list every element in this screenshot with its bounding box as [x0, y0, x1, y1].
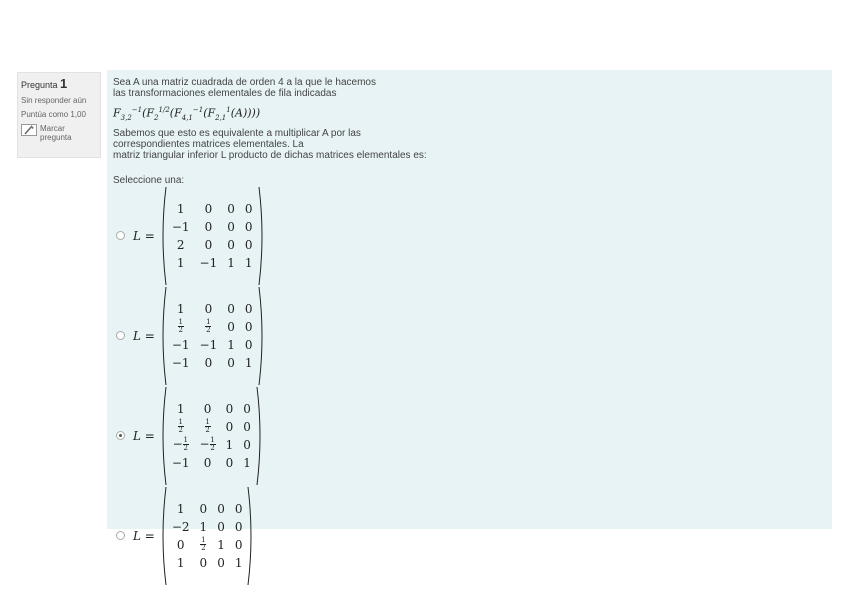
matrix-cell: 1 — [176, 501, 185, 516]
question-text-line: matriz triangular inferior L producto de dichas matrices elementales es: — [113, 149, 427, 161]
matrix-cell: 1 — [243, 455, 251, 470]
answer-list — [113, 186, 826, 586]
answer-option[interactable] — [116, 186, 826, 286]
question-number — [21, 76, 97, 91]
matrix-cell: −2 — [171, 519, 190, 534]
question-text-line: Sea A una matriz cuadrada de orden 4 a la que le hacemos — [113, 77, 376, 88]
matrix-cell: 0 — [217, 555, 225, 570]
matrix-cell: −1 — [199, 337, 218, 352]
matrix-cell: 0 — [217, 501, 225, 516]
matrix-cell: 0 — [204, 301, 213, 316]
matrix-cell: 0 — [227, 319, 235, 334]
matrix-cell: 0 — [203, 455, 212, 470]
matrix-cell: 0 — [243, 401, 251, 416]
question-grade: Puntúa como 1,00 — [21, 110, 86, 119]
question-number-value: 1 — [60, 76, 68, 91]
matrix-cell: 0 — [243, 437, 251, 452]
right-paren — [258, 286, 266, 386]
right-paren — [247, 486, 255, 586]
answer-radio[interactable] — [116, 231, 125, 240]
answer-matrix — [159, 286, 266, 386]
matrix-cell: 0 — [227, 201, 235, 216]
matrix-cell: 0 — [176, 537, 185, 552]
matrix-cell: −1 — [171, 337, 190, 352]
matrix-cell: − $\frac{1}{2}$ — [172, 436, 188, 453]
left-paren — [159, 186, 167, 286]
matrix-cell: $\frac{1}{2}$ — [205, 418, 210, 435]
matrix-cell: 2 — [176, 237, 185, 252]
left-paren — [159, 286, 167, 386]
matrix-cell: 0 — [225, 455, 234, 470]
matrix-cell: 1 — [227, 337, 235, 352]
matrix-cell: 0 — [227, 219, 235, 234]
matrix-cell: −1 — [171, 455, 190, 470]
matrix-cell: 1 — [176, 401, 185, 416]
matrix-cell: 0 — [204, 355, 213, 370]
answer-lhs: L = — [133, 228, 155, 243]
matrix-cell: − $\frac{1}{2}$ — [199, 436, 215, 453]
matrix-cell: 1 — [176, 255, 185, 270]
matrix-cell: −1 — [199, 255, 218, 270]
answer-radio[interactable] — [116, 531, 125, 540]
matrix-cell: 0 — [234, 501, 243, 516]
matrix-cell: 1 — [234, 555, 243, 570]
matrix-cell: 0 — [244, 237, 253, 252]
question-text-line: correspondientes matrices elementales. La — [113, 138, 304, 150]
matrix-cell: $\frac{1}{2}$ — [206, 318, 211, 335]
flag-icon — [21, 124, 37, 136]
left-paren — [159, 386, 167, 486]
matrix-cell: 0 — [234, 519, 243, 534]
matrix-cell: 0 — [225, 419, 234, 434]
matrix-cell: 0 — [244, 201, 253, 216]
matrix-cell: 0 — [227, 301, 235, 316]
question-content — [107, 70, 832, 570]
right-paren — [258, 186, 266, 286]
matrix-cell: 0 — [203, 401, 212, 416]
question-text-line: Sabemos que esto es equivalente a multiplicar A por las — [113, 127, 361, 139]
matrix-cell: $\frac{1}{2}$ — [178, 418, 183, 435]
select-prompt: Seleccione una: — [113, 174, 185, 186]
answer-matrix — [159, 486, 256, 586]
matrix-cell: 0 — [204, 201, 213, 216]
answer-lhs: L = — [133, 328, 155, 343]
matrix-cell: 0 — [227, 355, 235, 370]
left-paren — [159, 486, 167, 586]
matrix-cell: 0 — [244, 319, 253, 334]
right-paren — [256, 386, 264, 486]
matrix-cell: $\frac{1}{2}$ — [201, 536, 206, 553]
matrix-cell: 1 — [217, 537, 225, 552]
question-info-panel — [17, 72, 101, 158]
matrix-cell: 0 — [217, 519, 225, 534]
answer-matrix — [159, 386, 264, 486]
matrix-cell: 0 — [234, 537, 243, 552]
matrix-cell: 0 — [244, 301, 253, 316]
question-state: Sin responder aún — [21, 96, 87, 105]
matrix-cell: 0 — [199, 501, 208, 516]
matrix-cell: 1 — [176, 201, 185, 216]
matrix-cell: 0 — [199, 555, 208, 570]
matrix-cell: 0 — [243, 419, 251, 434]
matrix-cell: 0 — [244, 219, 253, 234]
matrix-cell: $\frac{1}{2}$ — [178, 318, 183, 335]
answer-radio[interactable] — [116, 331, 125, 340]
elementary-operations: $F_{3,2}^{-1}(F_2^{1/2}(F_{4,1}^{-1}(F_{2,1}^1(A))))$ — [113, 106, 261, 122]
answer-option[interactable] — [116, 286, 826, 386]
matrix-cell: 0 — [204, 219, 213, 234]
matrix-cell: 0 — [204, 237, 213, 252]
question-text-line: las transformaciones elementales de fila indicadas — [113, 88, 337, 99]
matrix-cell: 0 — [225, 401, 234, 416]
answer-lhs: L = — [133, 428, 155, 443]
answer-lhs: L = — [133, 528, 155, 543]
matrix-cell: 1 — [227, 255, 235, 270]
matrix-cell: −1 — [171, 355, 190, 370]
answer-option[interactable] — [116, 386, 826, 486]
matrix-cell: −1 — [171, 219, 190, 234]
answer-matrix — [159, 186, 266, 286]
answer-radio[interactable] — [116, 431, 125, 440]
matrix-cell: 1 — [244, 255, 253, 270]
answer-option[interactable] — [116, 486, 826, 586]
matrix-cell: 1 — [225, 437, 234, 452]
flag-question-button[interactable] — [21, 124, 97, 142]
question-label: Pregunta — [21, 80, 58, 90]
matrix-cell: 0 — [244, 337, 253, 352]
matrix-cell: 1 — [176, 301, 185, 316]
matrix-cell: 0 — [227, 237, 235, 252]
matrix-cell: 1 — [244, 355, 253, 370]
matrix-cell: 1 — [176, 555, 185, 570]
flag-question-label: Marcar pregunta — [40, 124, 72, 142]
matrix-cell: 1 — [199, 519, 208, 534]
